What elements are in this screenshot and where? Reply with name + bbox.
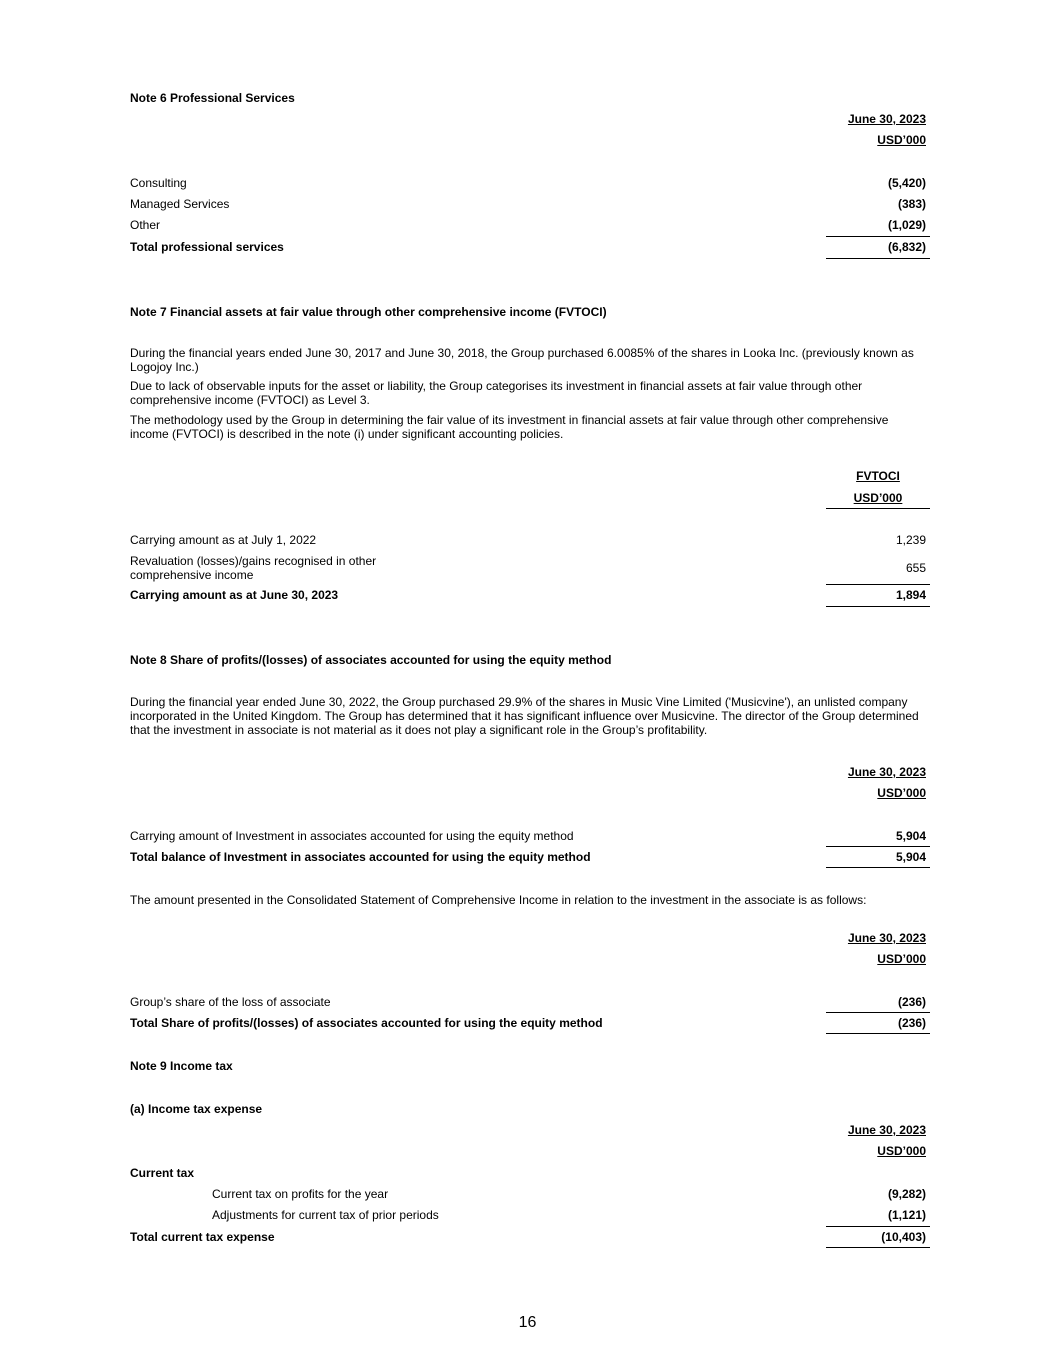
note8-table1-row-label: Carrying amount of Investment in associates accounted for using the equity method [130, 829, 574, 843]
note8-table2-total-label: Total Share of profits/(losses) of associates accounted for using the equity method [130, 1016, 603, 1030]
note8-table2-col-date: June 30, 2023 [847, 931, 926, 945]
note9-row-label: Adjustments for current tax of prior periods [212, 1208, 439, 1222]
note8-table1-total-label: Total balance of Investment in associates accounted for using the equity method [130, 850, 591, 864]
note7-total-value: 1,894 [895, 588, 926, 602]
note9-total-rule [826, 1247, 930, 1248]
note7-total-label: Carrying amount as at June 30, 2023 [130, 588, 339, 602]
note9-subtitle: (a) Income tax expense [130, 1102, 263, 1116]
note9-row-value: (1,121) [887, 1208, 926, 1222]
note7-row-label: Revaluation (losses)/gains recognised in other [130, 554, 377, 568]
note6-col-date: June 30, 2023 [847, 112, 926, 126]
note9-col-date: June 30, 2023 [847, 1123, 926, 1137]
note8-table2-total-value: (236) [897, 1016, 926, 1030]
note7-row-label-cont: comprehensive income [130, 568, 254, 582]
note8-table2-row-value: (236) [897, 995, 926, 1009]
note8-title: Note 8 Share of profits/(losses) of associates accounted for using the equity method [130, 653, 612, 667]
note8-table1-total-value: 5,904 [895, 850, 926, 864]
note8-table1-col-unit: USD’000 [877, 786, 926, 800]
note6-row-label: Consulting [130, 176, 187, 190]
note7-paragraph: During the financial years ended June 30, 2017 and June 30, 2018, the Group purchased 6.0085% of the shares in Looka Inc. (previously known as Logojoy Inc.) [130, 346, 914, 374]
note7-paragraph: The methodology used by the Group in determining the fair value of its investment in financial assets at fair value through other comprehensive income (FVTOCI) is described in the note (i) under significant accounting policies. [130, 413, 889, 441]
note9-row-value: (9,282) [887, 1187, 926, 1201]
note7-subtotal-rule [826, 584, 930, 585]
note9-row-label: Current tax on profits for the year [212, 1187, 389, 1201]
note9-total-value: (10,403) [881, 1230, 926, 1244]
note6-row-value: (5,420) [887, 176, 926, 190]
note6-total-label: Total professional services [130, 240, 284, 254]
note8-table1-subtotal-rule [826, 846, 930, 847]
note6-title: Note 6 Professional Services [130, 91, 295, 105]
note7-total-rule [826, 606, 930, 607]
note7-col-unit: USD’000 [853, 491, 903, 505]
note9-col-unit: USD’000 [877, 1144, 926, 1158]
note8-paragraph-2: The amount presented in the Consolidated Statement of Comprehensive Income in relation to the investment in the associate is as follows: [130, 893, 867, 907]
note6-row-value: (383) [897, 197, 926, 211]
note6-row-value: (1,029) [887, 218, 926, 232]
note9-subtotal-rule [826, 1226, 930, 1227]
note6-row-label: Other [130, 218, 161, 232]
note8-table2-row-label: Group’s share of the loss of associate [130, 995, 331, 1009]
note8-table1-col-date: June 30, 2023 [847, 765, 926, 779]
note7-header-rule [826, 508, 930, 509]
note7-row-label: Carrying amount as at July 1, 2022 [130, 533, 317, 547]
note6-total-value: (6,832) [887, 240, 926, 254]
note7-title: Note 7 Financial assets at fair value through other comprehensive income (FVTOCI) [130, 305, 607, 319]
note6-row-label: Managed Services [130, 197, 230, 211]
note7-col-name: FVTOCI [856, 469, 900, 483]
note8-paragraph: During the financial year ended June 30, 2022, the Group purchased 29.9% of the shares in Music Vine Limited ('Musicvine'), an unlisted company incorporated in the United Kingdom. The Group has determined that it has significant influence over Musicvine. The director of the Group determined that the investment in associate is not material as it does not play a significant role in the Group’s profitability. [130, 695, 919, 737]
note6-subtotal-rule [826, 236, 930, 237]
note8-table1-row-value: 5,904 [895, 829, 926, 843]
page-number: 16 [518, 1314, 537, 1331]
note8-table1-total-rule [826, 867, 930, 868]
note8-table2-col-unit: USD’000 [877, 952, 926, 966]
note7-paragraph: Due to lack of observable inputs for the asset or liability, the Group categorises its investment in financial assets at fair value through other comprehensive income (FVTOCI) as Level 3. [130, 379, 863, 407]
note8-table2-subtotal-rule [826, 1012, 930, 1013]
note8-table2-total-rule [826, 1033, 930, 1034]
note9-total-label: Total current tax expense [130, 1230, 275, 1244]
note7-row-value: 655 [905, 561, 926, 575]
note9-title: Note 9 Income tax [130, 1059, 233, 1073]
note6-total-rule [826, 258, 930, 259]
note7-row-value: 1,239 [895, 533, 926, 547]
note9-section-label: Current tax [130, 1166, 195, 1180]
note6-col-unit: USD’000 [877, 133, 926, 147]
